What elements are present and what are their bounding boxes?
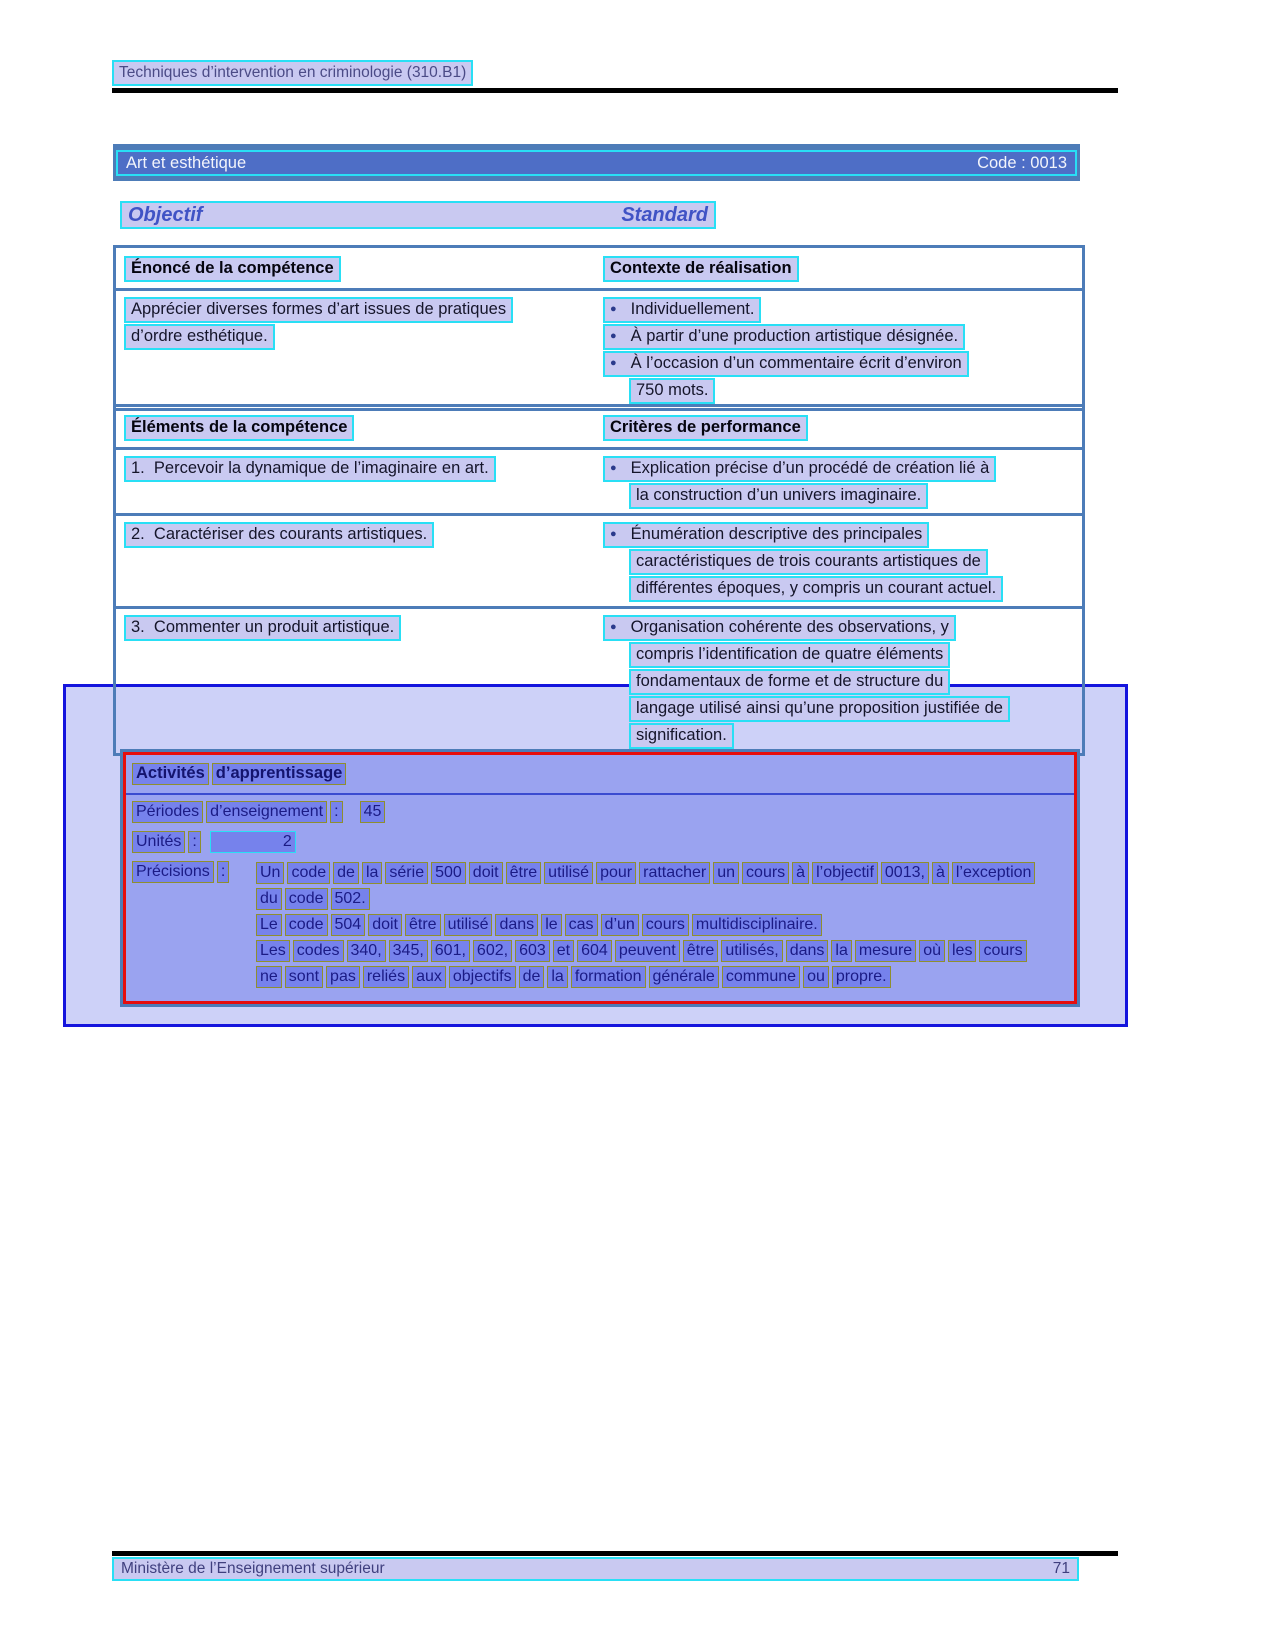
word-box: le: [541, 914, 561, 936]
word-box: code: [285, 914, 328, 936]
word-box: la: [362, 862, 382, 884]
word-box: du: [256, 888, 282, 910]
section-banner-highlight: [116, 150, 1077, 176]
text-line: ● Organisation cohérente des observations, y: [603, 615, 956, 641]
word-box: Le: [256, 914, 282, 936]
word-box: ne: [256, 966, 282, 988]
periods-row: [126, 795, 1074, 825]
word-box: cas: [565, 914, 598, 936]
word-box: 504: [331, 914, 366, 936]
word-box: code: [287, 862, 330, 884]
element-2-label: 2. Caractériser des courants artistiques.: [124, 522, 434, 548]
word-box: Activités: [132, 763, 209, 785]
footer-rule: [112, 1551, 1118, 1556]
units-row: [126, 825, 1074, 855]
enonce-text: [116, 297, 599, 405]
objectif-heading: Objectif: [128, 203, 203, 226]
element-row-3: [116, 609, 1082, 753]
word-box: propre.: [832, 966, 891, 988]
word-box: d’apprentissage: [212, 763, 347, 785]
units-value: 2: [210, 831, 296, 853]
text-line: ● À partir d’une production artistique désignée.: [603, 324, 965, 350]
word-box: :: [330, 801, 342, 823]
text-line: signification.: [629, 723, 734, 749]
criteres-3: [599, 615, 1082, 750]
word-box: peuvent: [615, 940, 680, 962]
text-line: caractéristiques de trois courants artistiques de: [629, 549, 988, 575]
word-box: être: [683, 940, 719, 962]
word-box: pas: [326, 966, 360, 988]
bullet-icon: ●: [610, 357, 617, 369]
word-box: à: [932, 862, 949, 884]
periods-label: [132, 803, 346, 820]
word-box: cours: [979, 940, 1026, 962]
word-box: 0013,: [881, 862, 929, 884]
word-box: code: [285, 888, 328, 910]
word-box: doit: [469, 862, 503, 884]
word-box: utilisé: [444, 914, 493, 936]
word-box: de: [333, 862, 359, 884]
word-box: série: [385, 862, 428, 884]
bullet-icon: ●: [610, 621, 617, 633]
word-box: pour: [596, 862, 636, 884]
word-box: cours: [642, 914, 689, 936]
periods-value: 45: [360, 801, 386, 823]
word-box: de: [519, 966, 545, 988]
word-box: codes: [293, 940, 344, 962]
word-box: dans: [495, 914, 538, 936]
word-box: 603: [515, 940, 550, 962]
elements-table: [113, 404, 1085, 756]
footer-page-number: 71: [1052, 1560, 1070, 1577]
word-box: l’objectif: [812, 862, 878, 884]
word-box: dans: [786, 940, 829, 962]
word-box: d’enseignement: [206, 801, 327, 823]
word-box: les: [948, 940, 976, 962]
text-line: la construction d’un univers imaginaire.: [629, 483, 928, 509]
word-box: être: [405, 914, 441, 936]
precisions-row: [126, 855, 1074, 1001]
word-box: multidisciplinaire.: [692, 914, 822, 936]
word-box: doit: [368, 914, 402, 936]
word-box: d’un: [601, 914, 639, 936]
contexte-bullet-list: [599, 297, 1082, 405]
word-box: la: [547, 966, 567, 988]
word-box: commune: [722, 966, 800, 988]
word-box: la: [831, 940, 851, 962]
word-box: à: [792, 862, 809, 884]
word-box: ou: [803, 966, 829, 988]
word-box: utilisé: [544, 862, 593, 884]
competence-table: [113, 245, 1085, 411]
element-row-1: [116, 450, 1082, 516]
bullet-icon: ●: [610, 462, 617, 474]
element-1-label: 1. Percevoir la dynamique de l’imaginaire en art.: [124, 456, 496, 482]
text-line: Apprécier diverses formes d’art issues de pratiques: [124, 297, 513, 323]
word-box: l’exception: [952, 862, 1036, 884]
criteres-2: [599, 522, 1082, 603]
banner-title: Art et esthétique: [126, 153, 247, 172]
objectif-standard-row: [120, 201, 716, 229]
word-box: être: [506, 862, 542, 884]
competence-table-body: [116, 291, 1082, 408]
text-line: ● À l’occasion d’un commentaire écrit d’environ: [603, 351, 969, 377]
text-line: 750 mots.: [629, 378, 715, 404]
bullet-icon: ●: [610, 303, 617, 315]
section-banner: [113, 144, 1080, 181]
word-box: Périodes: [132, 801, 203, 823]
text-line: d’ordre esthétique.: [124, 324, 275, 350]
banner-code: Code : 0013: [977, 153, 1067, 172]
word-box: Les: [256, 940, 290, 962]
text-line: ● Énumération descriptive des principales: [603, 522, 929, 548]
word-box: sont: [285, 966, 323, 988]
word-box: un: [713, 862, 739, 884]
word-box: et: [553, 940, 574, 962]
word-box: mesure: [855, 940, 916, 962]
units-label: [132, 833, 204, 850]
col-header-enonce: Énoncé de la compétence: [124, 256, 341, 282]
running-header: [112, 60, 473, 86]
word-box: rattacher: [639, 862, 710, 884]
col-header-criteres: Critères de performance: [603, 415, 808, 441]
criteres-1: [599, 456, 1082, 510]
text-line: fondamentaux de forme et de structure du: [629, 669, 950, 695]
precisions-text: [256, 861, 1068, 991]
running-header-title: Techniques d’intervention en criminologie (310.B1): [112, 60, 473, 86]
text-line: différentes époques, y compris un courant actuel.: [629, 576, 1003, 602]
activities-red-frame: [123, 752, 1077, 1004]
text-line: compris l’identification de quatre éléments: [629, 642, 950, 668]
page-footer: [112, 1557, 1079, 1581]
word-box: objectifs: [449, 966, 516, 988]
activities-table: [120, 749, 1080, 1007]
word-box: formation: [571, 966, 646, 988]
activities-title-row: [126, 755, 1074, 795]
word-box: utilisés,: [721, 940, 782, 962]
elements-table-header: [116, 407, 1082, 450]
precisions-label: [132, 861, 256, 991]
text-line: langage utilisé ainsi qu’une proposition justifiée de: [629, 696, 1010, 722]
word-box: :: [188, 831, 200, 853]
header-rule: [112, 88, 1118, 93]
word-box: Un: [256, 862, 284, 884]
word-box: 601,: [431, 940, 470, 962]
competence-table-header: [116, 248, 1082, 291]
word-box: 602,: [473, 940, 512, 962]
footer-ministry: Ministère de l’Enseignement supérieur: [121, 1560, 385, 1577]
standard-heading: Standard: [621, 203, 708, 226]
activities-title: [132, 765, 349, 782]
word-box: 340,: [347, 940, 386, 962]
word-box: où: [919, 940, 945, 962]
text-line: ● Explication précise d’un procédé de création lié à: [603, 456, 996, 482]
word-box: Unités: [132, 831, 185, 853]
col-header-contexte: Contexte de réalisation: [603, 256, 799, 282]
col-header-elements: Éléments de la compétence: [124, 415, 354, 441]
element-3-label: 3. Commenter un produit artistique.: [124, 615, 401, 641]
word-box: 604: [577, 940, 612, 962]
word-box: 502.: [331, 888, 370, 910]
word-box: :: [217, 861, 229, 883]
word-box: cours: [742, 862, 789, 884]
word-box: reliés: [363, 966, 409, 988]
text-line: ● Individuellement.: [603, 297, 761, 323]
word-box: 345,: [389, 940, 428, 962]
word-box: Précisions: [132, 861, 214, 883]
word-box: générale: [649, 966, 719, 988]
bullet-icon: ●: [610, 330, 617, 342]
word-box: 500: [431, 862, 466, 884]
element-row-2: [116, 516, 1082, 609]
word-box: aux: [412, 966, 446, 988]
bullet-icon: ●: [610, 528, 617, 540]
